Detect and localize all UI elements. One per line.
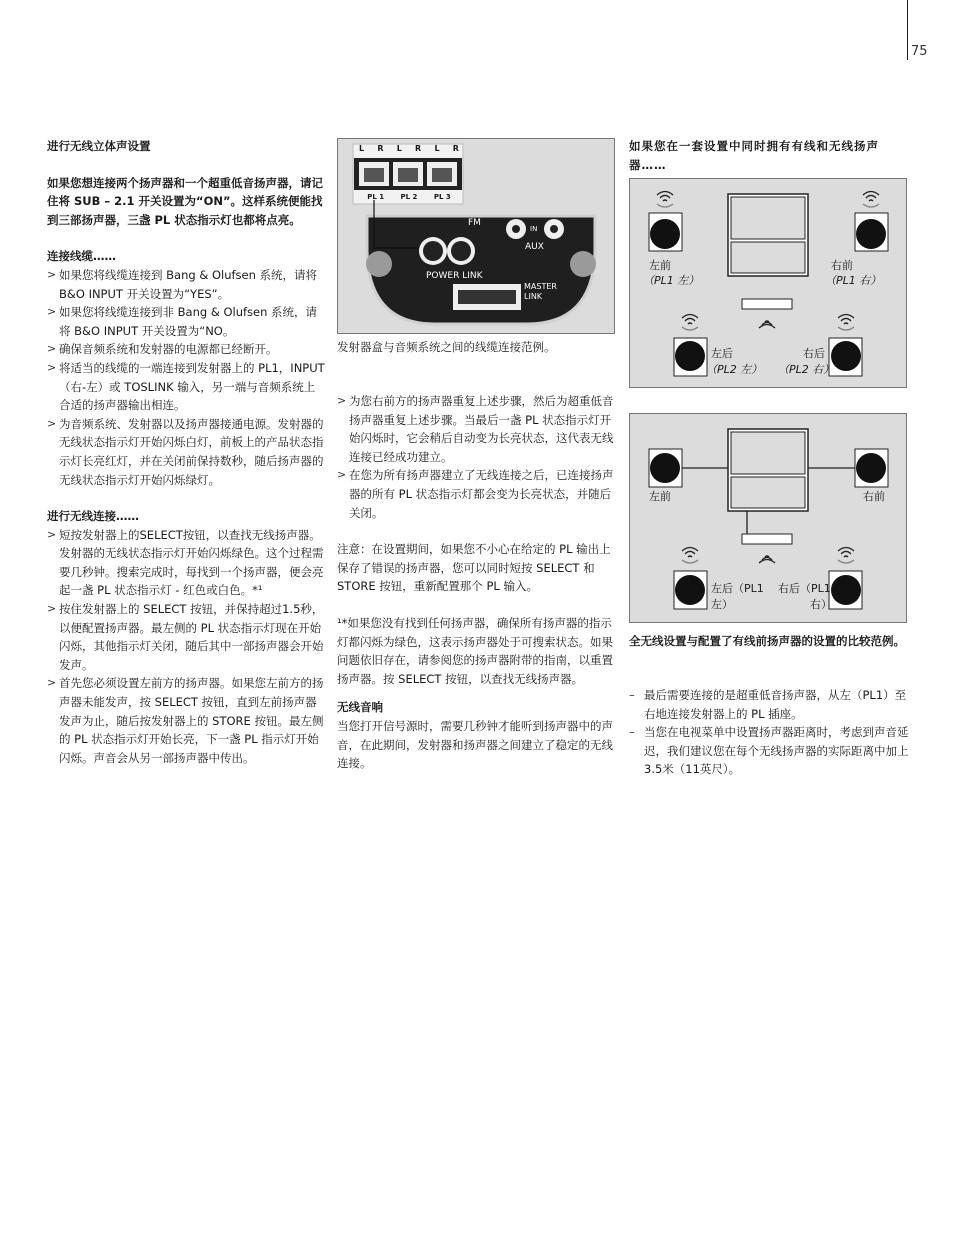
list-item: – 最后需要连接的是超重低音扬声器，从左（PL1）至右地连接发射器上的 PL 插座。	[629, 686, 909, 723]
pl-label: PL 2	[400, 193, 418, 201]
wired-front-setup-figure	[629, 413, 907, 623]
port-label: R	[452, 144, 459, 153]
pl-label: PL 3	[433, 193, 451, 201]
intro-paragraph: 如果您想连接两个扬声器和一个超重低音扬声器，请记住将 SUB – 2.1 开关设置为“ON”。这样系统便能找到三部扬声器，三盏 PL 状态指示灯也都将点亮。	[47, 175, 323, 227]
rear-left-label: 左后（PL1	[711, 582, 764, 595]
transmitter-diagram	[337, 138, 615, 334]
list-item: – 当您在电视菜单中设置扬声器距离时，考虑到声音延迟，我们建议您在每个无线扬声器的实际距离中加上3.5米（11英尺）。	[629, 723, 909, 779]
wireless-connect-list	[47, 526, 325, 768]
master-link-label: MASTER LINK	[524, 282, 557, 301]
front-left-sub: （PL1 左）	[643, 274, 700, 287]
note-paragraph: 注意：在设置期间，如果您不小心在给定的 PL 输出上保存了错误的扬声器，您可以同时短按 SELECT 和 STORE 按钮，重新配置那个 PL 输入。	[337, 542, 611, 594]
page-number: 75	[911, 44, 928, 59]
list-item: > 为您右前方的扬声器重复上述步骤，然后为超重低音扬声器重复上述步骤。当最后一盏 PL 状态指示灯开始闪烁时，它会稍后自动变为长亮状态，这代表无线连接已经成功建立。	[337, 392, 617, 466]
column-left	[47, 137, 325, 767]
front-left-label: 左前	[649, 259, 671, 272]
front-right-label: 右前	[831, 259, 853, 272]
wired-front-setup-diagram	[629, 413, 907, 623]
comparison-caption: 全无线设置与配置了有线前扬声器的设置的比较范例。	[629, 634, 905, 648]
list-item: > 如果您将线缆连接到 Bang & Olufsen 系统，请将 B&O INPUT 开关设置为“YES”。	[47, 266, 325, 303]
rear-left-sub: （PL2 左）	[706, 363, 763, 376]
front-right-sub: （PL1 右）	[825, 274, 882, 287]
front-right-label: 右前	[863, 490, 885, 503]
footnote-paragraph: ¹*如果您没有找到任何扬声器，确保所有扬声器的指示灯都闪烁为绿色，这表示扬声器处于可搜索状态。如果问题依旧存在，请参阅您的扬声器附带的指南，以重置扬声器。按 SELECT 按钮，以查找无线扬声器。	[337, 615, 613, 686]
power-link-label: POWER LINK	[426, 271, 483, 281]
rear-left-sub: 左）	[711, 598, 733, 611]
port-label: R	[415, 144, 422, 153]
connect-cables-list	[47, 266, 325, 489]
section-title: 进行无线立体声设置	[47, 139, 151, 153]
port-label: L	[359, 144, 365, 153]
wireless-sound-paragraph: 当您打开信号源时，需要几秒钟才能听到扬声器中的声音，在此期间，发射器和扬声器之间建立了稳定的无线连接。	[337, 718, 613, 771]
fm-label: FM	[468, 218, 481, 228]
in-label: IN	[530, 225, 538, 233]
rear-left-label: 左后	[711, 347, 733, 360]
pl-label: PL 1	[367, 193, 385, 201]
aux-label: AUX	[525, 242, 544, 252]
list-item: > 按住发射器上的 SELECT 按钮，并保持超过1.5秒，以便配置扬声器。最左侧的 PL 状态指示灯现在开始闪烁，其他指示灯关闭，随后其中一部扬声器会开始发声。	[47, 600, 325, 674]
transmitter-back-panel-figure	[337, 138, 615, 334]
list-item: > 短按发射器上的SELECT按钮，以查找无线扬声器。发射器的无线状态指示灯开始闪烁绿色。这个过程需要几秒钟。搜索完成时，每找到一个扬声器，便会亮起一盏 PL 状态指示灯 - 红色或白色。*¹	[47, 526, 325, 600]
port-label-row	[359, 144, 459, 154]
wireless-connect-heading: 进行无线连接……	[47, 509, 139, 524]
rear-right-label: 右后（PL1	[778, 582, 831, 595]
rear-right-sub: 右）	[810, 598, 832, 611]
list-item: > 首先您必须设置左前方的扬声器。如果您左前方的扬声器未能发声，按 SELECT 按钮，直到左前扬声器发声为止，随后按发射器上的 STORE 按钮。最左侧的 PL 状态指示灯开始长亮，下一盏 PL 指示灯开始闪烁。声音会从另一部扬声器中传出。	[47, 674, 325, 767]
notes-list	[629, 686, 909, 779]
port-label: L	[434, 144, 440, 153]
mixed-setup-heading: 如果您在一套设置中同时拥有有线和无线扬声器……	[629, 139, 879, 172]
list-item: > 确保音频系统和发射器的电源都已经断开。	[47, 340, 325, 359]
front-left-label: 左前	[649, 490, 671, 503]
pl-label-row	[359, 192, 459, 202]
wireless-sound-heading: 无线音响	[337, 700, 383, 715]
port-label: L	[396, 144, 402, 153]
setup-steps-list	[337, 392, 617, 522]
list-item: > 将适当的线缆的一端连接到发射器上的 PL1，INPUT（右-左）或 TOSLINK 输入，另一端与音频系统上合适的扬声器输出相连。	[47, 359, 325, 415]
list-item: > 如果您将线缆连接到非 Bang & Olufsen 系统，请将 B&O INPUT 开关设置为“NO。	[47, 303, 325, 340]
transmitter-diagram-caption: 发射器盒与音频系统之间的线缆连接范例。	[337, 340, 556, 354]
rear-right-label: 右后	[803, 347, 825, 360]
list-item: > 为音频系统、发射器以及扬声器接通电源。发射器的无线状态指示灯开始闪烁白灯，前板上的产品状态指示灯长亮红灯，并在关闭前保持数秒，随后扬声器的无线状态指示灯开始闪烁绿灯。	[47, 415, 325, 489]
connect-cables-heading: 连接线缆……	[47, 249, 116, 264]
list-item: > 在您为所有扬声器建立了无线连接之后，已连接扬声器的所有 PL 状态指示灯都会变为长亮状态，并随后关闭。	[337, 466, 617, 522]
wireless-setup-diagram	[629, 178, 907, 388]
subwoofer-notes	[629, 686, 909, 779]
rear-right-sub: （PL2 右）	[778, 363, 835, 376]
column-middle	[337, 392, 617, 773]
page-edge-rule	[907, 0, 908, 60]
port-label: R	[377, 144, 384, 153]
